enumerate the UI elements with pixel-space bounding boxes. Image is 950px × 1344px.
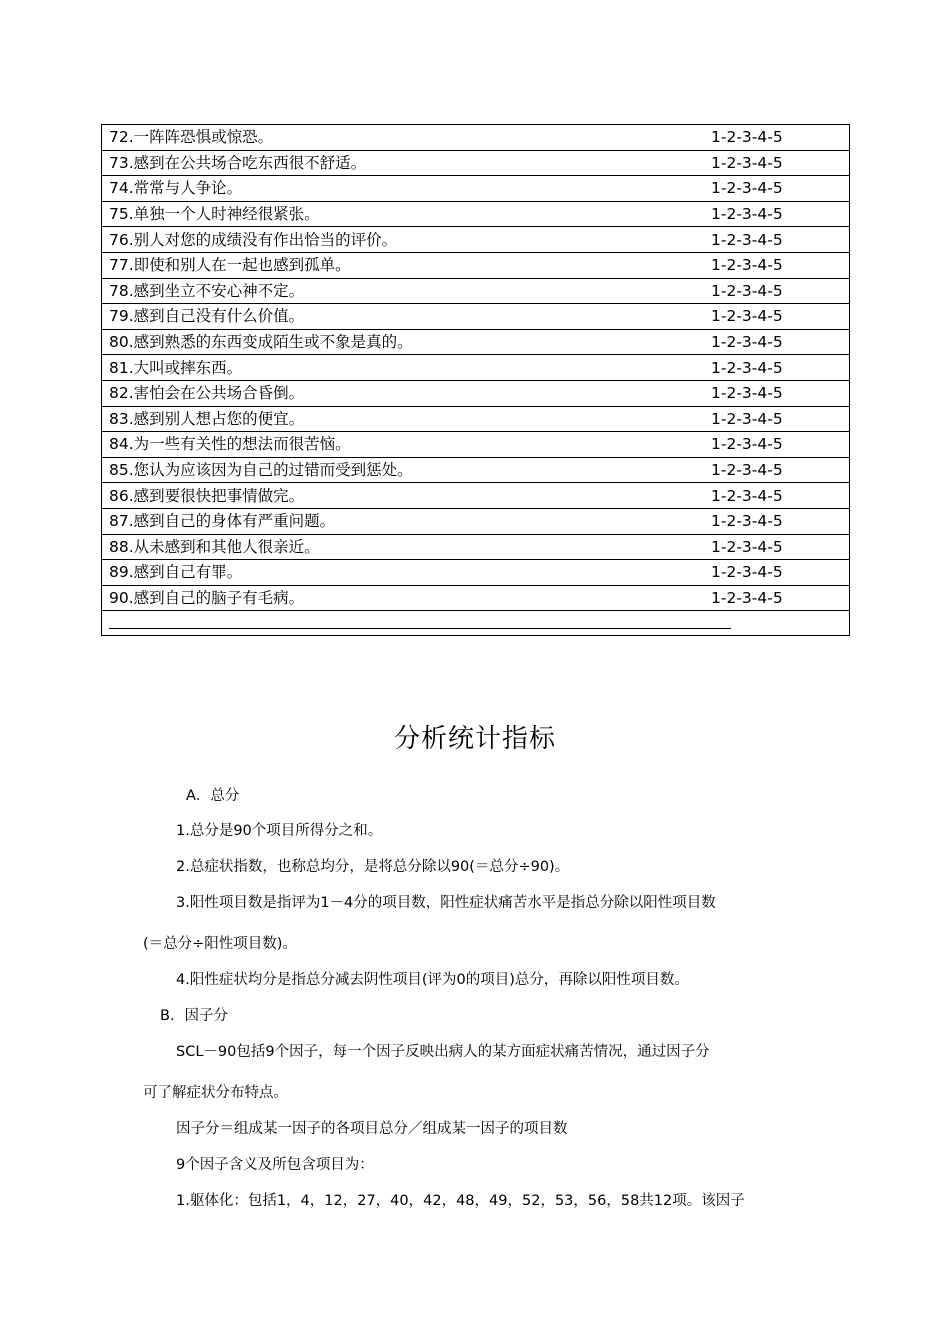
table-row — [102, 125, 850, 151]
item-text: 75.单独一个人时神经很紧张。 — [102, 201, 712, 227]
table-row — [102, 252, 850, 278]
item-text: 87.感到自己的身体有严重问题。 — [102, 508, 712, 534]
paragraph-a2: 2.总症状指数，也称总均分，是将总分除以90(＝总分÷90)。 — [176, 859, 570, 875]
table-row — [102, 457, 850, 483]
item-text: 81.大叫或摔东西。 — [102, 355, 712, 381]
item-scale: 1-2-3-4-5 — [711, 150, 850, 176]
table-row — [102, 560, 850, 586]
section-title: 分析统计指标 — [393, 724, 556, 754]
table-row — [102, 508, 850, 534]
item-text: 76.别人对您的成绩没有作出恰当的评价。 — [102, 227, 712, 253]
table-row — [102, 278, 850, 304]
section-b-heading: B．因子分 — [160, 1008, 228, 1024]
signature-line — [109, 628, 731, 629]
table-row — [102, 201, 850, 227]
item-scale: 1-2-3-4-5 — [711, 534, 850, 560]
paragraph-b1-line2: 可了解症状分布特点。 — [143, 1085, 288, 1101]
item-text: 84.为一些有关性的想法而很苦恼。 — [102, 432, 712, 458]
table-row — [102, 304, 850, 330]
paragraph-a3-line2: (＝总分÷阳性项目数)。 — [143, 936, 297, 952]
item-scale: 1-2-3-4-5 — [711, 125, 850, 151]
item-scale: 1-2-3-4-5 — [711, 252, 850, 278]
item-text: 90.感到自己的脑子有毛病。 — [102, 585, 712, 611]
item-scale: 1-2-3-4-5 — [711, 380, 850, 406]
item-scale: 1-2-3-4-5 — [711, 201, 850, 227]
signature-cell — [102, 611, 850, 636]
signature-row — [102, 611, 850, 636]
table-row — [102, 227, 850, 253]
item-text: 74.常常与人争论。 — [102, 176, 712, 202]
paragraph-a3-line1: 3.阳性项目数是指评为1－4分的项目数，阳性症状痛苦水平是指总分除以阳性项目数 — [176, 895, 716, 911]
table-row — [102, 329, 850, 355]
item-scale: 1-2-3-4-5 — [711, 406, 850, 432]
paragraph-b3: 9个因子含义及所包含项目为： — [176, 1157, 374, 1173]
item-scale: 1-2-3-4-5 — [711, 508, 850, 534]
item-scale: 1-2-3-4-5 — [711, 457, 850, 483]
item-text: 82.害怕会在公共场合昏倒。 — [102, 380, 712, 406]
item-text: 80.感到熟悉的东西变成陌生或不象是真的。 — [102, 329, 712, 355]
table-row — [102, 355, 850, 381]
item-text: 83.感到别人想占您的便宜。 — [102, 406, 712, 432]
questionnaire-table — [101, 124, 850, 636]
item-text: 89.感到自己有罪。 — [102, 560, 712, 586]
paragraph-a1: 1.总分是90个项目所得分之和。 — [176, 823, 383, 839]
table-row — [102, 483, 850, 509]
table-row — [102, 150, 850, 176]
item-text: 78.感到坐立不安心神不定。 — [102, 278, 712, 304]
table-row — [102, 534, 850, 560]
item-scale: 1-2-3-4-5 — [711, 278, 850, 304]
section-a-heading: A．总分 — [186, 788, 240, 804]
item-scale: 1-2-3-4-5 — [711, 483, 850, 509]
item-scale: 1-2-3-4-5 — [711, 227, 850, 253]
item-text: 86.感到要很快把事情做完。 — [102, 483, 712, 509]
paragraph-a4: 4.阳性症状均分是指总分减去阴性项目(评为0的项目)总分，再除以阳性项目数。 — [176, 972, 689, 988]
item-scale: 1-2-3-4-5 — [711, 176, 850, 202]
item-text: 85.您认为应该因为自己的过错而受到惩处。 — [102, 457, 712, 483]
item-scale: 1-2-3-4-5 — [711, 585, 850, 611]
paragraph-b4: 1.躯体化：包括1，4，12，27，40，42，48，49，52，53，56，58共12项。该因子 — [176, 1193, 745, 1209]
item-text: 88.从未感到和其他人很亲近。 — [102, 534, 712, 560]
table-row — [102, 406, 850, 432]
item-scale: 1-2-3-4-5 — [711, 355, 850, 381]
table-row — [102, 176, 850, 202]
item-text: 77.即使和别人在一起也感到孤单。 — [102, 252, 712, 278]
item-scale: 1-2-3-4-5 — [711, 329, 850, 355]
paragraph-b1-line1: SCL－90包括9个因子，每一个因子反映出病人的某方面症状痛苦情况，通过因子分 — [176, 1044, 710, 1060]
item-scale: 1-2-3-4-5 — [711, 560, 850, 586]
item-scale: 1-2-3-4-5 — [711, 432, 850, 458]
item-text: 72.一阵阵恐惧或惊恐。 — [102, 125, 712, 151]
item-text: 79.感到自己没有什么价值。 — [102, 304, 712, 330]
questionnaire-rows — [102, 125, 850, 636]
item-scale: 1-2-3-4-5 — [711, 304, 850, 330]
paragraph-b2: 因子分＝组成某一因子的各项目总分／组成某一因子的项目数 — [176, 1121, 568, 1137]
table-row — [102, 432, 850, 458]
table-row — [102, 380, 850, 406]
table-row — [102, 585, 850, 611]
item-text: 73.感到在公共场合吃东西很不舒适。 — [102, 150, 712, 176]
